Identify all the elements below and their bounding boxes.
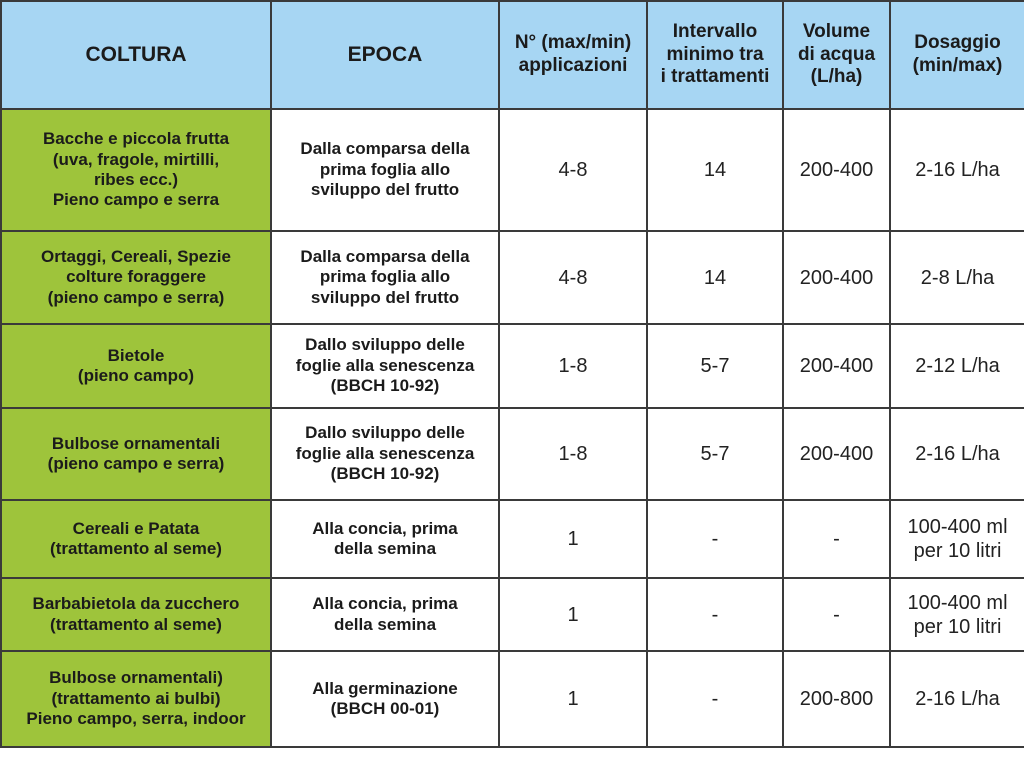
cell-epoca: Alla concia, prima della semina: [271, 500, 499, 578]
cell-volume: 200-800: [783, 651, 890, 747]
cell-volume: 200-400: [783, 231, 890, 324]
cell-epoca: Dallo sviluppo delle foglie alla senescenza (BBCH 10-92): [271, 324, 499, 408]
header-row: [1, 1, 1024, 109]
cell-dosaggio: 100-400 ml per 10 litri: [890, 578, 1024, 651]
cell-intervallo: -: [647, 578, 783, 651]
cell-volume: -: [783, 500, 890, 578]
cell-applicazioni: 4-8: [499, 231, 647, 324]
table-row: [1, 324, 1024, 408]
cell-intervallo: -: [647, 500, 783, 578]
cell-intervallo: 14: [647, 109, 783, 231]
cell-coltura: Bietole (pieno campo): [1, 324, 271, 408]
cell-epoca: Dalla comparsa della prima foglia allo sviluppo del frutto: [271, 109, 499, 231]
table-row: [1, 408, 1024, 500]
cell-coltura: Barbabietola da zucchero (trattamento al seme): [1, 578, 271, 651]
header-applicazioni: N° (max/min) applicazioni: [499, 1, 647, 109]
header-volume: Volume di acqua (L/ha): [783, 1, 890, 109]
cell-dosaggio: 2-16 L/ha: [890, 408, 1024, 500]
cell-coltura: Bulbose ornamentali (pieno campo e serra): [1, 408, 271, 500]
cell-epoca: Dalla comparsa della prima foglia allo sviluppo del frutto: [271, 231, 499, 324]
header-dosaggio: Dosaggio (min/max): [890, 1, 1024, 109]
cell-volume: -: [783, 578, 890, 651]
cell-intervallo: 14: [647, 231, 783, 324]
table-row: [1, 231, 1024, 324]
cell-coltura: Ortaggi, Cereali, Spezie colture foraggere (pieno campo e serra): [1, 231, 271, 324]
header-coltura: COLTURA: [1, 1, 271, 109]
cell-dosaggio: 2-16 L/ha: [890, 651, 1024, 747]
cell-applicazioni: 1-8: [499, 408, 647, 500]
cell-intervallo: -: [647, 651, 783, 747]
cell-dosaggio: 2-12 L/ha: [890, 324, 1024, 408]
cell-applicazioni: 1: [499, 651, 647, 747]
cell-intervallo: 5-7: [647, 324, 783, 408]
table-row: [1, 578, 1024, 651]
cell-applicazioni: 1: [499, 500, 647, 578]
cell-dosaggio: 2-16 L/ha: [890, 109, 1024, 231]
header-epoca: EPOCA: [271, 1, 499, 109]
cell-volume: 200-400: [783, 109, 890, 231]
cell-intervallo: 5-7: [647, 408, 783, 500]
cell-applicazioni: 1-8: [499, 324, 647, 408]
cell-dosaggio: 100-400 ml per 10 litri: [890, 500, 1024, 578]
header-intervallo: Intervallo minimo tra i trattamenti: [647, 1, 783, 109]
cell-volume: 200-400: [783, 408, 890, 500]
table-row: [1, 109, 1024, 231]
cell-applicazioni: 4-8: [499, 109, 647, 231]
table-row: [1, 500, 1024, 578]
cell-coltura: Bulbose ornamentali) (trattamento ai bulbi) Pieno campo, serra, indoor: [1, 651, 271, 747]
cell-applicazioni: 1: [499, 578, 647, 651]
cell-epoca: Alla germinazione (BBCH 00-01): [271, 651, 499, 747]
cell-coltura: Bacche e piccola frutta (uva, fragole, mirtilli, ribes ecc.) Pieno campo e serra: [1, 109, 271, 231]
cell-epoca: Alla concia, prima della semina: [271, 578, 499, 651]
cell-epoca: Dallo sviluppo delle foglie alla senescenza (BBCH 10-92): [271, 408, 499, 500]
cell-coltura: Cereali e Patata (trattamento al seme): [1, 500, 271, 578]
cell-dosaggio: 2-8 L/ha: [890, 231, 1024, 324]
table-row: [1, 651, 1024, 747]
cell-volume: 200-400: [783, 324, 890, 408]
